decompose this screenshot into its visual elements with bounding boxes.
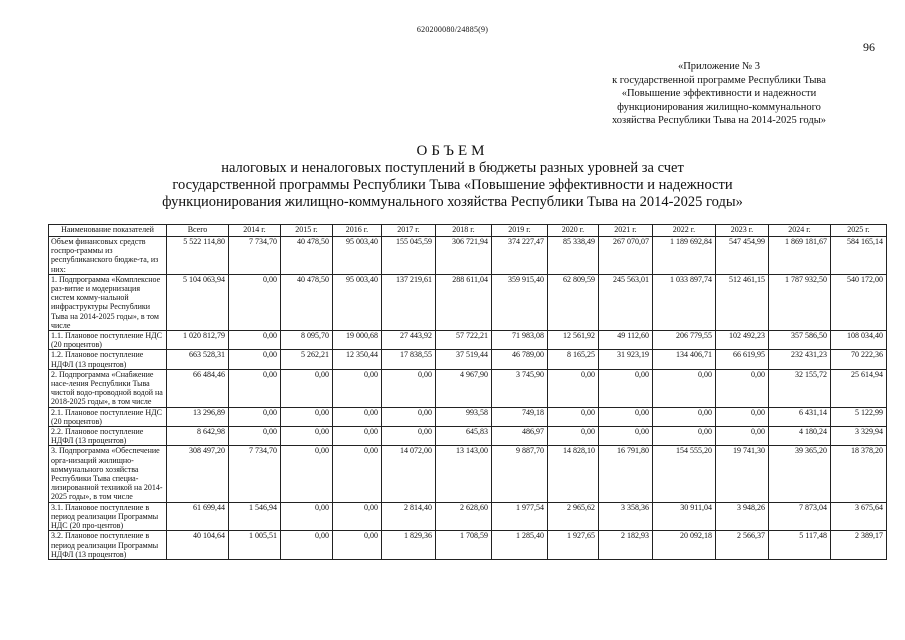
table-cell: 8 095,70 <box>281 331 333 350</box>
row-label: 1.2. Плановое поступление НДФЛ (13 процентов) <box>49 350 167 369</box>
table-cell: 0,00 <box>599 427 653 446</box>
table-cell: 5 117,48 <box>769 531 831 560</box>
table-cell: 5 122,99 <box>831 407 887 426</box>
table-cell: 0,00 <box>548 407 599 426</box>
table-cell: 374 227,47 <box>492 237 548 275</box>
column-header: 2019 г. <box>492 225 548 237</box>
table-cell: 0,00 <box>333 407 382 426</box>
table-cell: 40 104,64 <box>167 531 229 560</box>
table-cell: 0,00 <box>281 407 333 426</box>
table-cell: 108 034,40 <box>831 331 887 350</box>
table-cell: 3 948,26 <box>716 502 769 531</box>
row-label: 2.1. Плановое поступление НДС (20 процентов) <box>49 407 167 426</box>
table-cell: 13 296,89 <box>167 407 229 426</box>
table-cell: 2 814,40 <box>382 502 436 531</box>
table-cell: 749,18 <box>492 407 548 426</box>
table-cell: 155 045,59 <box>382 237 436 275</box>
table-cell: 0,00 <box>548 427 599 446</box>
column-header: 2016 г. <box>333 225 382 237</box>
table-cell: 1 546,94 <box>229 502 281 531</box>
table-cell: 5 522 114,80 <box>167 237 229 275</box>
table-row <box>49 446 887 502</box>
table-header-row <box>49 225 887 237</box>
table-cell: 3 745,90 <box>492 369 548 407</box>
table-cell: 134 406,71 <box>653 350 716 369</box>
table-cell: 95 003,40 <box>333 237 382 275</box>
appendix-line: к государственной программе Республики Тыва <box>612 74 826 86</box>
table-cell: 0,00 <box>599 369 653 407</box>
title-main: ОБЪЕМ <box>416 143 489 159</box>
table-cell: 512 461,15 <box>716 274 769 330</box>
table-cell: 39 365,20 <box>769 446 831 502</box>
table-cell: 16 791,80 <box>599 446 653 502</box>
table-cell: 57 722,21 <box>436 331 492 350</box>
table-cell: 2 182,93 <box>599 531 653 560</box>
row-label: 3.2. Плановое поступление в период реализации Программы НДФЛ (13 процентов) <box>49 531 167 560</box>
table-cell: 9 887,70 <box>492 446 548 502</box>
column-header: 2018 г. <box>436 225 492 237</box>
table-cell: 0,00 <box>333 502 382 531</box>
table-cell: 5 262,21 <box>281 350 333 369</box>
table-cell: 0,00 <box>599 407 653 426</box>
table-cell: 0,00 <box>333 531 382 560</box>
page-number: 96 <box>863 40 875 54</box>
appendix-line: «Повышение эффективности и надежности <box>621 88 817 99</box>
table-cell: 0,00 <box>281 531 333 560</box>
table-cell: 49 112,60 <box>599 331 653 350</box>
table-row <box>49 274 887 330</box>
table-cell: 0,00 <box>281 446 333 502</box>
table-cell: 0,00 <box>382 407 436 426</box>
row-label: 3. Подпрограмма «Обеспечение орга-низаций жилищно-коммунального хозяйства Республики Тыва специа-лизированной техникой на 2014-2025 годы», в том числе <box>49 446 167 502</box>
table-cell: 1 787 932,50 <box>769 274 831 330</box>
column-header: 2015 г. <box>281 225 333 237</box>
table-cell: 27 443,92 <box>382 331 436 350</box>
table-cell: 70 222,36 <box>831 350 887 369</box>
table-cell: 12 561,92 <box>548 331 599 350</box>
table-cell: 154 555,20 <box>653 446 716 502</box>
appendix-line: хозяйства Республики Тыва на 2014-2025 годы» <box>611 115 827 126</box>
table-cell: 0,00 <box>333 446 382 502</box>
table-cell: 61 699,44 <box>167 502 229 531</box>
table-cell: 4 180,24 <box>769 427 831 446</box>
title-line: государственной программы Республики Тыва «Повышение эффективности и надежности <box>172 177 733 193</box>
table-cell: 1 977,54 <box>492 502 548 531</box>
table-cell: 357 586,50 <box>769 331 831 350</box>
table-cell: 40 478,50 <box>281 274 333 330</box>
table-cell: 7 734,70 <box>229 446 281 502</box>
table-cell: 19 741,30 <box>716 446 769 502</box>
table-cell: 245 563,01 <box>599 274 653 330</box>
table-cell: 540 172,00 <box>831 274 887 330</box>
table-cell: 0,00 <box>229 331 281 350</box>
table-cell: 95 003,40 <box>333 274 382 330</box>
table-cell: 0,00 <box>229 274 281 330</box>
table-cell: 19 000,68 <box>333 331 382 350</box>
table-body <box>49 237 887 560</box>
table-cell: 0,00 <box>229 427 281 446</box>
column-header: 2023 г. <box>716 225 769 237</box>
column-header: 2017 г. <box>382 225 436 237</box>
table-cell: 288 611,04 <box>436 274 492 330</box>
column-header: Всего <box>167 225 229 237</box>
table-cell: 993,58 <box>436 407 492 426</box>
table-cell: 85 338,49 <box>548 237 599 275</box>
table-cell: 12 350,44 <box>333 350 382 369</box>
table-cell: 0,00 <box>333 369 382 407</box>
row-label: 3.1. Плановое поступление в период реализации Программы НДС (20 про-центов) <box>49 502 167 531</box>
table-row <box>49 331 887 350</box>
column-header: 2022 г. <box>653 225 716 237</box>
table-cell: 1 020 812,79 <box>167 331 229 350</box>
table-cell: 17 838,55 <box>382 350 436 369</box>
table-cell: 1 927,65 <box>548 531 599 560</box>
table-cell: 71 983,08 <box>492 331 548 350</box>
table-cell: 1 285,40 <box>492 531 548 560</box>
appendix-note <box>569 60 869 128</box>
table-cell: 2 566,37 <box>716 531 769 560</box>
table-cell: 1 189 692,84 <box>653 237 716 275</box>
table-cell: 8 642,98 <box>167 427 229 446</box>
document-title <box>0 142 905 211</box>
table-cell: 232 431,23 <box>769 350 831 369</box>
table-cell: 0,00 <box>382 427 436 446</box>
table-cell: 0,00 <box>333 427 382 446</box>
row-label: 2.2. Плановое поступление НДФЛ (13 процентов) <box>49 427 167 446</box>
row-label: 1.1. Плановое поступление НДС (20 процентов) <box>49 331 167 350</box>
table-cell: 102 492,23 <box>716 331 769 350</box>
table-cell: 37 519,44 <box>436 350 492 369</box>
table-cell: 584 165,14 <box>831 237 887 275</box>
table-cell: 25 614,94 <box>831 369 887 407</box>
table-cell: 13 143,00 <box>436 446 492 502</box>
table-cell: 46 789,00 <box>492 350 548 369</box>
table-cell: 20 092,18 <box>653 531 716 560</box>
table-row <box>49 427 887 446</box>
table-row <box>49 502 887 531</box>
table-cell: 1 869 181,67 <box>769 237 831 275</box>
table-cell: 40 478,50 <box>281 237 333 275</box>
column-header: 2024 г. <box>769 225 831 237</box>
table-cell: 0,00 <box>229 369 281 407</box>
table-row <box>49 237 887 275</box>
appendix-line: «Приложение № 3 <box>677 61 761 72</box>
table-cell: 66 484,46 <box>167 369 229 407</box>
table-cell: 206 779,55 <box>653 331 716 350</box>
table-cell: 32 155,72 <box>769 369 831 407</box>
table-cell: 0,00 <box>716 407 769 426</box>
appendix-line: функционирования жилищно-коммунального <box>617 101 821 113</box>
column-header: 2020 г. <box>548 225 599 237</box>
revenue-table <box>48 224 887 560</box>
table-cell: 3 329,94 <box>831 427 887 446</box>
table-cell: 8 165,25 <box>548 350 599 369</box>
table-cell: 0,00 <box>229 407 281 426</box>
table-cell: 66 619,95 <box>716 350 769 369</box>
table-cell: 267 070,07 <box>599 237 653 275</box>
table-cell: 486,97 <box>492 427 548 446</box>
column-header: 2014 г. <box>229 225 281 237</box>
table-cell: 1 708,59 <box>436 531 492 560</box>
table-cell: 2 389,17 <box>831 531 887 560</box>
column-header: 2021 г. <box>599 225 653 237</box>
table-cell: 1 829,36 <box>382 531 436 560</box>
table-cell: 0,00 <box>281 427 333 446</box>
column-header-name: Наименование показателей <box>49 225 167 237</box>
table-cell: 1 033 897,74 <box>653 274 716 330</box>
document-code: 620200080/24885(9) <box>416 25 489 34</box>
table-cell: 18 378,20 <box>831 446 887 502</box>
table-cell: 5 104 063,94 <box>167 274 229 330</box>
table-cell: 308 497,20 <box>167 446 229 502</box>
table-cell: 0,00 <box>653 407 716 426</box>
table-row <box>49 369 887 407</box>
table-cell: 62 809,59 <box>548 274 599 330</box>
table-cell: 0,00 <box>653 369 716 407</box>
table-cell: 0,00 <box>281 502 333 531</box>
table-cell: 137 219,61 <box>382 274 436 330</box>
table-cell: 0,00 <box>281 369 333 407</box>
table-cell: 2 628,60 <box>436 502 492 531</box>
table-cell: 547 454,99 <box>716 237 769 275</box>
table-cell: 3 358,36 <box>599 502 653 531</box>
table-cell: 2 965,62 <box>548 502 599 531</box>
table-cell: 4 967,90 <box>436 369 492 407</box>
table-cell: 7 734,70 <box>229 237 281 275</box>
table-cell: 31 923,19 <box>599 350 653 369</box>
table-cell: 0,00 <box>716 427 769 446</box>
table-cell: 0,00 <box>548 369 599 407</box>
row-label: Объем финансовых средств госпро-граммы из республиканского бюдже-та, из них: <box>49 237 167 275</box>
row-label: 1. Подпрограмма «Комплексное раз-витие и модернизация систем комму-нальной инфраструктуры Республики Тыва на 2014-2025 годы», в том числе <box>49 274 167 330</box>
table-cell: 0,00 <box>716 369 769 407</box>
table-cell: 3 675,64 <box>831 502 887 531</box>
table-row <box>49 407 887 426</box>
table-cell: 0,00 <box>229 350 281 369</box>
row-label: 2. Подпрограмма «Снабжение насе-ления Республики Тыва чистой водо-проводной водой на 2018-2025 годы», в том числе <box>49 369 167 407</box>
table-cell: 30 911,04 <box>653 502 716 531</box>
table-cell: 663 528,31 <box>167 350 229 369</box>
table-cell: 645,83 <box>436 427 492 446</box>
table-cell: 306 721,94 <box>436 237 492 275</box>
table-cell: 7 873,04 <box>769 502 831 531</box>
title-line: налоговых и неналоговых поступлений в бюджеты разных уровней за счет <box>221 160 684 176</box>
table-cell: 1 005,51 <box>229 531 281 560</box>
table-cell: 0,00 <box>653 427 716 446</box>
title-line: функционирования жилищно-коммунального хозяйства Республики Тыва на 2014-2025 годы» <box>162 194 743 210</box>
table-cell: 14 828,10 <box>548 446 599 502</box>
table-cell: 359 915,40 <box>492 274 548 330</box>
table-row <box>49 531 887 560</box>
table-cell: 0,00 <box>382 369 436 407</box>
table-cell: 6 431,14 <box>769 407 831 426</box>
column-header: 2025 г. <box>831 225 887 237</box>
table-row <box>49 350 887 369</box>
table-cell: 14 072,00 <box>382 446 436 502</box>
